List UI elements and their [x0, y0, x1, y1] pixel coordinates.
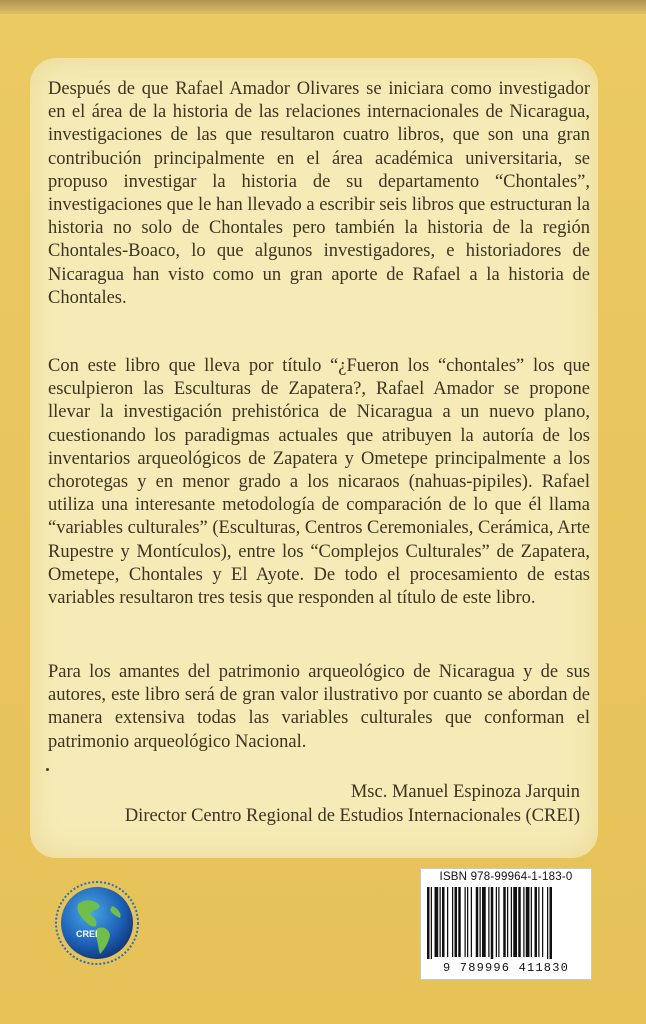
- barcode-bar: [542, 887, 543, 957]
- paragraph-book-description: Con este libro que lleva por título “¿Fueron los “chontales” los que esculpieron las Esculturas de Zapatera?, Rafael Amador se propone llevar la investigación prehistórica de Nicaragua a un nuevo plano, cuestionando los paradigmas actuales que atribuyen la autoría de los inventarios arqueológicos de Zapatera y Ometepe principalmente a los chorotegas y en menor grado a los nicaraos (nahuas-pipiles). Rafael utiliza una interesante metodología de comparación de lo que él llama “variables culturales” (Esculturas, Centros Ceremoniales, Cerámica, Arte Rupestre y Montículos), entre los “Complejos Culturales” de Zapatera, Ometepe, Chontales y El Ayote. De todo el procesamiento de estas variables resultaron tres tesis que responden al título de este libro.: [48, 356, 590, 609]
- signature-title: Director Centro Regional de Estudios Internacionales (CREI): [124, 806, 580, 826]
- barcode-bar: [531, 887, 532, 957]
- barcode-bar: [547, 887, 548, 959]
- barcode-bar: [503, 887, 506, 957]
- signature-block: [60, 780, 580, 828]
- barcode-bar: [452, 887, 453, 957]
- barcode-bar: [480, 887, 481, 957]
- paragraph-intro: Después de que Rafael Amador Olivares se iniciara como investigador en el área de la historia de las relaciones internacionales de Nicaragua, investigaciones de las que resultaron cuatro libros, que son una gran contribución principalmente en el área académica universitaria, se propuso investigar la historia de su departamento “Chontales”, investigaciones que le han llevado a escribir seis libros que estructuran la historia no solo de Chontales pero también la historia de la región Chontales-Boaco, lo que algunos investigadores, e historiadores de Nicaragua han visto como un gran aporte de Rafael a la historia de Chontales.: [48, 79, 590, 308]
- crei-logo: [54, 880, 140, 966]
- barcode-bar: [455, 887, 458, 957]
- isbn-barcode: [420, 868, 592, 980]
- signature-name: Msc. Manuel Espinoza Jarquin: [350, 782, 580, 802]
- isbn-label: ISBN 978-99964-1-183-0: [439, 871, 573, 883]
- barcode-bar: [518, 887, 521, 957]
- barcode-bar: [523, 887, 524, 957]
- barcode-bar: [465, 887, 466, 957]
- barcode-bar: [482, 887, 486, 957]
- barcode-digits: 9 789996 411830: [442, 961, 570, 975]
- stray-dot: [46, 768, 49, 771]
- barcode-bar: [507, 887, 508, 957]
- barcode-bar: [526, 887, 530, 957]
- barcode-bar: [458, 887, 461, 957]
- barcode-bar: [440, 887, 441, 957]
- barcode-bar: [427, 887, 430, 959]
- barcode-bar: [513, 887, 517, 957]
- barcode-bar: [476, 887, 479, 957]
- barcode-bar: [471, 887, 472, 957]
- barcode-bar: [511, 887, 512, 957]
- barcode-bar: [447, 887, 448, 957]
- barcode-bar: [498, 887, 499, 957]
- barcode-bar: [491, 887, 494, 959]
- barcode-bar: [442, 887, 445, 957]
- barcode-bar: [535, 887, 538, 957]
- barcode-bar: [467, 887, 468, 957]
- barcode-bar: [488, 887, 489, 957]
- barcode-bars: [425, 887, 587, 959]
- cover-top-edge: [0, 0, 646, 14]
- barcode-bar: [435, 887, 439, 957]
- logo-label: CREI: [76, 929, 98, 939]
- globe-icon: [54, 880, 140, 966]
- barcode-bar: [550, 887, 553, 959]
- barcode-bar: [538, 887, 539, 957]
- paragraph-closing: Para los amantes del patrimonio arqueológico de Nicaragua y de sus autores, este libro será de gran valor ilustrativo por cuanto se abordan de manera extensiva todas las variables culturales que conforman el patrimonio arqueológico Nacional.: [48, 662, 590, 752]
- barcode-bar: [431, 887, 432, 959]
- barcode-bar: [496, 887, 497, 957]
